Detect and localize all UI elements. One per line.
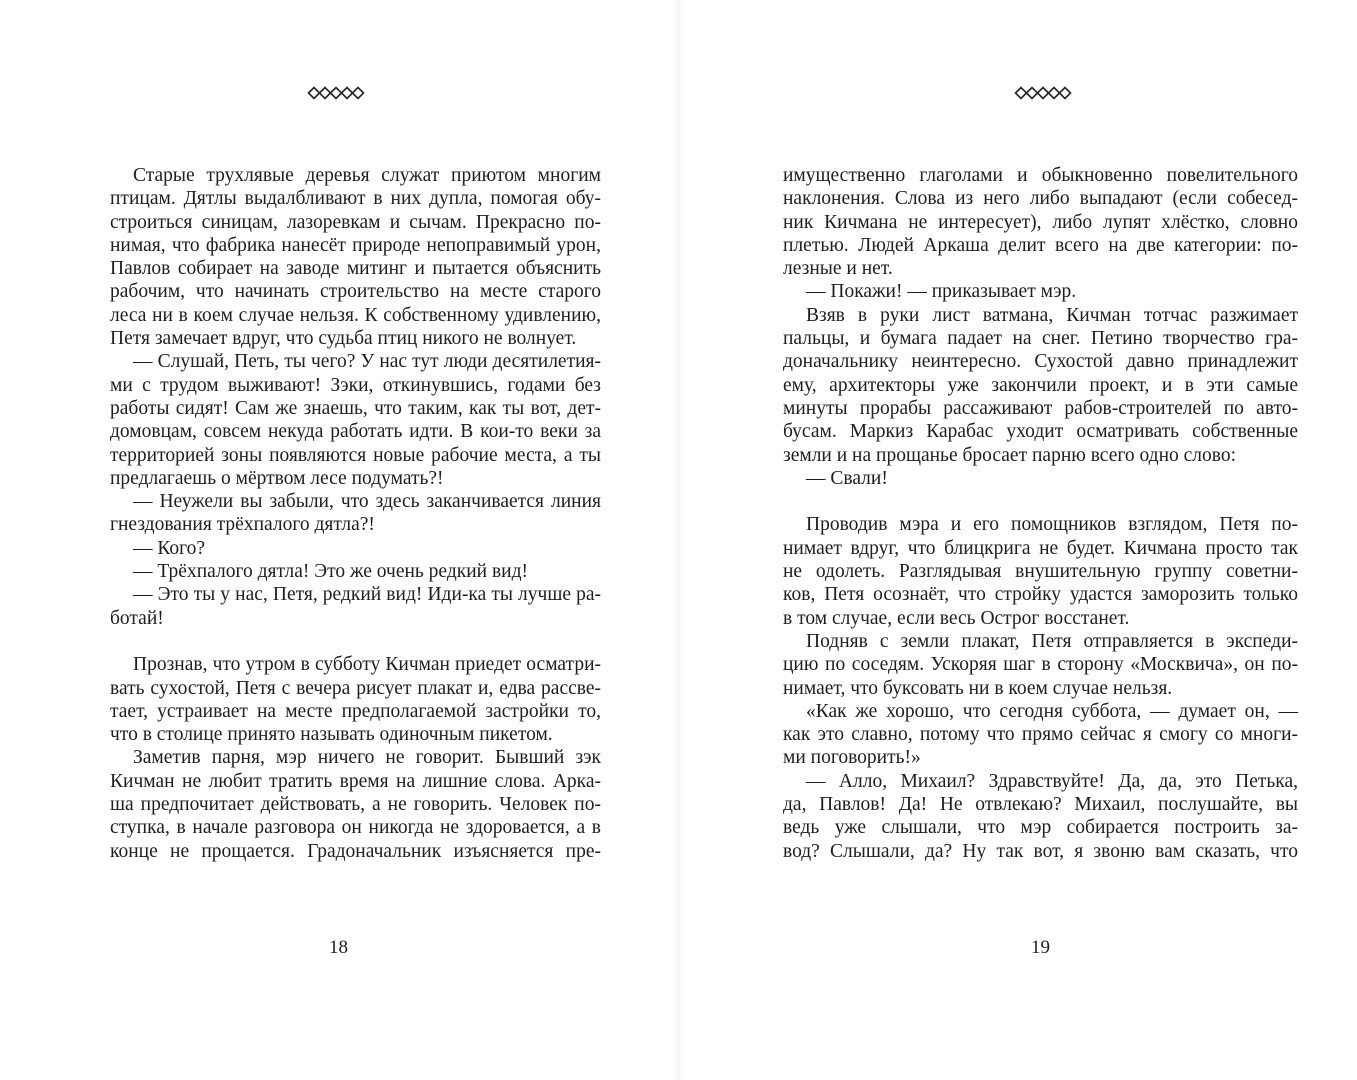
text-line: Павлов собирает на заводе митинг и пытается объяснить [110,258,601,280]
text-line: нимает вдруг, что блицкрига не будет. Кичмана просто так [783,537,1298,559]
text-line: в том случае, если весь Острог восстанет. [783,607,1130,629]
text-line: пальцы, и бумага падает на снег. Петино творчество гра- [783,328,1298,350]
text-line: вать сухостой, Петя с вечера рисует плакат и, едва рассве- [110,677,601,699]
blank-line [783,490,1298,513]
text-line: леса ни в коем случае нельзя. К собственному удивлению, [110,304,601,326]
text-line: гнездования трёхпалого дятла?! [110,514,375,536]
text-line: строиться синицам, лазоревкам и сычам. Прекрасно по- [110,211,601,233]
text-line: птицам. Дятлы выдалбливают в них дупла, помогая обу- [110,188,601,210]
text-line: рабочим, что начинать строительство на месте старого [110,281,601,303]
text-line: да, Павлов! Да! Не отвлекаю? Михаил, послушайте, вы [783,794,1298,816]
text-line: домовцам, совсем некуда работать идти. В кои-то веки за [110,421,601,443]
text-line: ему, архитекторы уже закончили проект, и в эти самые [783,374,1298,396]
right-page [678,0,1357,1080]
text-line: Петя замечает вдруг, что судьба птиц никого не волнует. [110,328,577,350]
blank-line [110,630,601,653]
text-line: цию по соседям. Ускоряя шаг в сторону «Москвича», он по- [783,654,1298,676]
text-line: Прознав, что утром в субботу Кичман приедет осматри- [133,654,601,676]
left-page [0,0,678,1080]
text-line: ботай! [110,607,164,629]
text-line: Кичман не любит тратить время на лишние слова. Арка- [110,770,601,792]
text-line: как это славно, потому что прямо сейчас я смогу со многи- [783,724,1298,746]
text-line: Проводив мэра и его помощников взглядом, Петя по- [806,514,1298,536]
text-line: — Покажи! — приказывает мэр. [806,281,1077,303]
text-line: наклонения. Слова из него либо выпадают (если собесед- [783,188,1298,210]
text-line: вод? Слышали, да? Ну так вот, я звоню вам сказать, что [783,840,1298,862]
text-line: — Неужели вы забыли, что здесь заканчивается линия [133,491,601,513]
text-line: ков, Петя осознаёт, что стройку удастся заморозить только [783,584,1298,606]
text-line: нимая, что фабрика нанесёт природе непоправимый урон, [110,234,601,256]
ornament-diamonds-icon [307,86,365,100]
text-line: конце не прощается. Градоначальник изъясняется пре- [110,840,601,862]
text-line: ступка, в начале разговора он никогда не здоровается, а в [110,817,601,839]
text-line: доначальнику неинтересно. Сухостой давно принадлежит [783,351,1298,373]
text-line: предлагаешь о мёртвом лесе подумать?! [110,467,444,489]
text-line: — Слушай, Петь, ты чего? У нас тут люди десятилетия- [133,351,601,373]
text-line: «Как же хорошо, что сегодня суббота, — думает он, — [806,700,1298,722]
text-line: работы сидят! Сам же знаешь, что таким, как ты вот, дет- [110,397,601,419]
text-line: ми поговорить!» [783,747,921,769]
text-line: плетью. Людей Аркаша делит всего на две категории: по- [783,234,1298,256]
text-line: Подняв с земли плакат, Петя отправляется в экспеди- [806,630,1298,652]
page-number: 18 [329,937,348,958]
text-line: имущественно глаголами и обыкновенно повелительного [783,165,1298,186]
text-line: Заметив парня, мэр ничего не говорит. Бывший зэк [133,747,601,769]
text-line: тает, устраивает на месте предполагаемой застройки то, [110,700,601,722]
text-line: — Алло, Михаил? Здравствуйте! Да, да, это Петька, [806,770,1298,792]
page-text [783,164,1298,863]
text-line: ми с трудом выживают! Зэки, откинувшись, годами без [110,374,601,396]
page-text [110,164,601,863]
text-line: Старые трухлявые деревья служат приютом многим [133,165,601,186]
text-line: нимает, что буксовать ни в коем случае нельзя. [783,677,1173,699]
text-line: не одолеть. Разглядывая внушительную группу советни- [783,561,1298,583]
text-line: — Трёхпалого дятла! Это же очень редкий вид! [133,561,529,583]
text-line: ник Кичмана не интересует), либо лупят хлёстко, словно [783,211,1298,233]
text-line: — Свали! [806,467,888,489]
text-line: что в столице принято называть одиночным пикетом. [110,724,553,746]
text-line: бусам. Маркиз Карабас уходит осматривать собственные [783,421,1298,443]
text-line: — Кого? [133,537,206,559]
text-line: территорией зоны появляются новые рабочие места, а ты [110,444,601,466]
text-line: Взяв в руки лист ватмана, Кичман тотчас разжимает [806,304,1298,326]
text-line: — Это ты у нас, Петя, редкий вид! Иди-ка ты лучше ра- [133,584,601,606]
ornament-diamonds-icon [1014,86,1072,100]
text-line: минуты прорабы рассаживают рабов-строителей по авто- [783,397,1298,419]
text-line: земли и на прощанье бросает парню всего одно слово: [783,444,1237,466]
page-number: 19 [1031,937,1050,958]
text-line: лезные и нет. [783,258,893,280]
text-line: ша предпочитает действовать, а не говорить. Человек по- [110,794,601,816]
text-line: ведь уже слышали, что мэр собирается построить за- [783,817,1298,839]
